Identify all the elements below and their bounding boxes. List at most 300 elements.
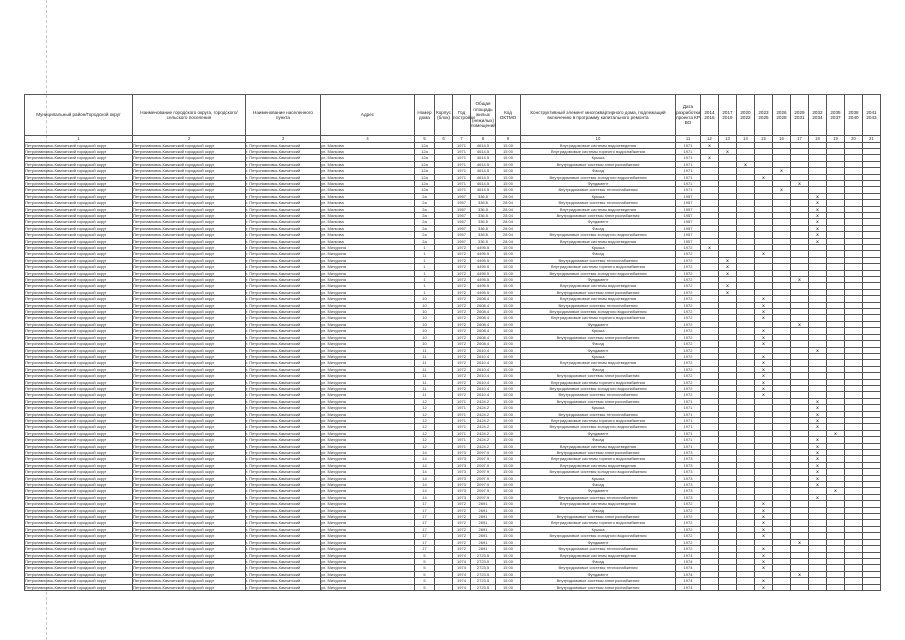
address-cell: ул. Малкова <box>321 168 415 174</box>
period-cell: X <box>827 488 845 494</box>
house-number-cell: 5 <box>415 578 435 584</box>
header-cell: Год постройки <box>453 95 471 136</box>
build-year-cell: 1972 <box>453 309 471 315</box>
structural-element-cell: Фасад <box>521 366 676 372</box>
build-year-cell: 1971 <box>453 398 471 404</box>
structural-element-cell: Внутридомовые системы холодного водоснабжения <box>521 424 676 430</box>
settlement-cell: Петропавловск-Камчатский городской округ <box>133 379 246 385</box>
area-cell: 2723.5 <box>471 558 496 564</box>
settlement-cell: Петропавловск-Камчатский городской округ <box>133 405 246 411</box>
area-cell: 2691 <box>471 546 496 552</box>
address-cell: ул. Малкова <box>321 206 415 212</box>
district-cell: Петропавловск-Камчатский городской округ <box>25 142 133 148</box>
project-date-cell: 1972 <box>676 341 701 347</box>
settlement-cell: Петропавловск-Камчатский городской округ <box>133 277 246 283</box>
period-cell: X <box>791 277 809 283</box>
period-cell: X <box>755 302 773 308</box>
locality-cell: г. Петропавловск-Камчатский <box>246 488 321 494</box>
area-cell: 2097.9 <box>471 469 496 475</box>
locality-cell: г. Петропавловск-Камчатский <box>246 373 321 379</box>
area-cell: 2424.2 <box>471 437 496 443</box>
area-cell: 4614.5 <box>471 148 496 154</box>
address-cell: ул. Мичурина <box>321 398 415 404</box>
locality-cell: г. Петропавловск-Камчатский <box>246 501 321 507</box>
oktmo-code-cell: 28 04 <box>496 219 521 225</box>
structural-element-cell: Внутридомовые системы водоотведения <box>521 296 676 302</box>
locality-cell: г. Петропавловск-Камчатский <box>246 475 321 481</box>
address-cell: ул. Мичурина <box>321 475 415 481</box>
build-year-cell: 1971 <box>453 430 471 436</box>
settlement-cell: Петропавловск-Камчатский городской округ <box>133 238 246 244</box>
locality-cell: г. Петропавловск-Камчатский <box>246 257 321 263</box>
house-number-cell: 12а <box>415 142 435 148</box>
structural-element-cell: Внутридомовые системы электроснабжения <box>521 289 676 295</box>
project-date-cell: 1972 <box>676 296 701 302</box>
address-cell: ул. Мичурина <box>321 251 415 257</box>
settlement-cell: Петропавловск-Камчатский городской округ <box>133 296 246 302</box>
settlement-cell: Петропавловск-Камчатский городской округ <box>133 174 246 180</box>
area-cell: 2610.4 <box>471 347 496 353</box>
project-date-cell: 1974 <box>676 571 701 577</box>
area-cell: 4614.5 <box>471 142 496 148</box>
settlement-cell: Петропавловск-Камчатский городской округ <box>133 334 246 340</box>
period-cell: X <box>755 578 773 584</box>
project-date-cell: 1957 <box>676 232 701 238</box>
district-cell: Петропавловск-Камчатский городской округ <box>25 514 133 520</box>
settlement-cell: Петропавловск-Камчатский городской округ <box>133 417 246 423</box>
structural-element-cell: Внутридомовые системы горячего водоснабжения <box>521 264 676 270</box>
oktmo-code-cell: 15 00 <box>496 539 521 545</box>
address-cell: ул. Мичурина <box>321 245 415 251</box>
oktmo-code-cell: 15 00 <box>496 174 521 180</box>
district-cell: Петропавловск-Камчатский городской округ <box>25 264 133 270</box>
project-date-cell: 1971 <box>676 148 701 154</box>
period-cell: X <box>755 565 773 571</box>
address-cell: ул. Мичурина <box>321 360 415 366</box>
house-number-cell: 2а <box>415 232 435 238</box>
house-number-cell: 11 <box>415 379 435 385</box>
district-cell: Петропавловск-Камчатский городской округ <box>25 578 133 584</box>
project-date-cell: 1974 <box>676 558 701 564</box>
build-year-cell: 1972 <box>453 347 471 353</box>
period-cell: X <box>809 200 827 206</box>
house-number-cell: 1 <box>415 270 435 276</box>
house-number-cell: 17 <box>415 539 435 545</box>
area-cell: 2424.2 <box>471 417 496 423</box>
structural-element-cell: Крыша <box>521 405 676 411</box>
oktmo-code-cell: 15 00 <box>496 443 521 449</box>
area-cell: 4614.5 <box>471 155 496 161</box>
house-number-cell: 14 <box>415 456 435 462</box>
settlement-cell: Петропавловск-Камчатский городской округ <box>133 392 246 398</box>
build-year-cell: 1972 <box>453 539 471 545</box>
district-cell: Петропавловск-Камчатский городской округ <box>25 373 133 379</box>
build-year-cell: 1972 <box>453 321 471 327</box>
settlement-cell: Петропавловск-Камчатский городской округ <box>133 501 246 507</box>
build-year-cell: 1957 <box>453 193 471 199</box>
build-year-cell: 1974 <box>453 552 471 558</box>
locality-cell: г. Петропавловск-Камчатский <box>246 334 321 340</box>
address-cell: ул. Мичурина <box>321 565 415 571</box>
structural-element-cell: Фасад <box>521 558 676 564</box>
settlement-cell: Петропавловск-Камчатский городской округ <box>133 251 246 257</box>
area-cell: 2610.4 <box>471 385 496 391</box>
structural-element-cell: Фасад <box>521 507 676 513</box>
build-year-cell: 1972 <box>453 520 471 526</box>
oktmo-code-cell: 15 00 <box>496 315 521 321</box>
district-cell: Петропавловск-Камчатский городской округ <box>25 334 133 340</box>
address-cell: ул. Мичурина <box>321 417 415 423</box>
locality-cell: г. Петропавловск-Камчатский <box>246 411 321 417</box>
settlement-cell: Петропавловск-Камчатский городской округ <box>133 571 246 577</box>
structural-element-cell: Внутридомовые системы электроснабжения <box>521 373 676 379</box>
period-cell: X <box>809 424 827 430</box>
house-number-cell: 14 <box>415 494 435 500</box>
house-number-cell: 17 <box>415 533 435 539</box>
settlement-cell: Петропавловск-Камчатский городской округ <box>133 494 246 500</box>
build-year-cell: 1972 <box>453 245 471 251</box>
house-number-cell: 14 <box>415 469 435 475</box>
district-cell: Петропавловск-Камчатский городской округ <box>25 225 133 231</box>
settlement-cell: Петропавловск-Камчатский городской округ <box>133 360 246 366</box>
address-cell: ул. Мичурина <box>321 456 415 462</box>
oktmo-code-cell: 15 00 <box>496 558 521 564</box>
build-year-cell: 1973 <box>453 494 471 500</box>
locality-cell: г. Петропавловск-Камчатский <box>246 482 321 488</box>
column-number: 2 <box>133 136 246 143</box>
oktmo-code-cell: 15 00 <box>496 161 521 167</box>
locality-cell: г. Петропавловск-Камчатский <box>246 366 321 372</box>
oktmo-code-cell: 15 00 <box>496 494 521 500</box>
district-cell: Петропавловск-Камчатский городской округ <box>25 385 133 391</box>
period-cell: X <box>809 212 827 218</box>
structural-element-cell: Внутридомовые системы горячего водоснабжения <box>521 148 676 154</box>
house-number-cell: 11 <box>415 360 435 366</box>
district-cell: Петропавловск-Камчатский городской округ <box>25 148 133 154</box>
address-cell: ул. Мичурина <box>321 257 415 263</box>
settlement-cell: Петропавловск-Камчатский городской округ <box>133 321 246 327</box>
structural-element-cell: Внутридомовые системы водоотведения <box>521 501 676 507</box>
district-cell: Петропавловск-Камчатский городской округ <box>25 257 133 263</box>
settlement-cell: Петропавловск-Камчатский городской округ <box>133 283 246 289</box>
project-date-cell: 1972 <box>676 270 701 276</box>
address-cell: ул. Мичурина <box>321 494 415 500</box>
address-cell: ул. Малкова <box>321 187 415 193</box>
project-date-cell: 1957 <box>676 219 701 225</box>
settlement-cell: Петропавловск-Камчатский городской округ <box>133 206 246 212</box>
address-cell: ул. Малкова <box>321 212 415 218</box>
address-cell: ул. Мичурина <box>321 482 415 488</box>
project-date-cell: 1957 <box>676 225 701 231</box>
house-number-cell: 10 <box>415 309 435 315</box>
oktmo-code-cell: 15 00 <box>496 417 521 423</box>
period-cell: X <box>809 225 827 231</box>
project-date-cell: 1972 <box>676 309 701 315</box>
structural-element-cell: Внутридомовые системы электроснабжения <box>521 161 676 167</box>
period-cell: X <box>755 501 773 507</box>
locality-cell: г. Петропавловск-Камчатский <box>246 302 321 308</box>
address-cell: ул. Мичурина <box>321 533 415 539</box>
area-cell: 2608.4 <box>471 334 496 340</box>
build-year-cell: 1971 <box>453 180 471 186</box>
house-number-cell: 12а <box>415 180 435 186</box>
build-year-cell: 1973 <box>453 450 471 456</box>
settlement-cell: Петропавловск-Камчатский городской округ <box>133 289 246 295</box>
period-cell: X <box>701 245 719 251</box>
house-number-cell: 17 <box>415 546 435 552</box>
settlement-cell: Петропавловск-Камчатский городской округ <box>133 161 246 167</box>
district-cell: Петропавловск-Камчатский городской округ <box>25 187 133 193</box>
oktmo-code-cell: 15 00 <box>496 334 521 340</box>
build-year-cell: 1957 <box>453 206 471 212</box>
project-date-cell: 1971 <box>676 417 701 423</box>
locality-cell: г. Петропавловск-Камчатский <box>246 277 321 283</box>
house-number-cell: 17 <box>415 520 435 526</box>
area-cell: 336.5 <box>471 219 496 225</box>
area-cell: 2097.9 <box>471 494 496 500</box>
build-year-cell: 1973 <box>453 488 471 494</box>
oktmo-code-cell: 15 00 <box>496 277 521 283</box>
oktmo-code-cell: 15 00 <box>496 168 521 174</box>
header-cell: Дата разработки проекта КР ВО <box>676 95 701 136</box>
header-cell: Наименование населенного пункта <box>246 95 321 136</box>
locality-cell: г. Петропавловск-Камчатский <box>246 142 321 148</box>
address-cell: ул. Мичурина <box>321 347 415 353</box>
period-cell: X <box>755 296 773 302</box>
area-cell: 4495.5 <box>471 283 496 289</box>
period-cell: X <box>719 257 737 263</box>
district-cell: Петропавловск-Камчатский городской округ <box>25 161 133 167</box>
project-date-cell: 1972 <box>676 277 701 283</box>
settlement-cell: Петропавловск-Камчатский городской округ <box>133 533 246 539</box>
build-year-cell: 1971 <box>453 417 471 423</box>
column-number: 8 <box>471 136 496 143</box>
address-cell: ул. Малкова <box>321 219 415 225</box>
district-cell: Петропавловск-Камчатский городской округ <box>25 501 133 507</box>
settlement-cell: Петропавловск-Камчатский городской округ <box>133 347 246 353</box>
structural-element-cell: Крыша <box>521 328 676 334</box>
project-date-cell: 1972 <box>676 520 701 526</box>
structural-element-cell: Фундамент <box>521 430 676 436</box>
district-cell: Петропавловск-Камчатский городской округ <box>25 206 133 212</box>
build-year-cell: 1973 <box>453 482 471 488</box>
project-date-cell: 1974 <box>676 565 701 571</box>
period-cell: X <box>755 315 773 321</box>
locality-cell: г. Петропавловск-Камчатский <box>246 462 321 468</box>
structural-element-cell: Внутридомовые системы водоотведения <box>521 206 676 212</box>
structural-element-cell: Внутридомовые системы водоотведения <box>521 360 676 366</box>
address-cell: ул. Мичурина <box>321 520 415 526</box>
period-cell: X <box>755 353 773 359</box>
header-cell: 2017 2019 <box>719 95 737 136</box>
settlement-cell: Петропавловск-Камчатский городской округ <box>133 270 246 276</box>
period-cell: X <box>809 411 827 417</box>
address-cell: ул. Мичурина <box>321 462 415 468</box>
settlement-cell: Петропавловск-Камчатский городской округ <box>133 514 246 520</box>
oktmo-code-cell: 15 00 <box>496 392 521 398</box>
house-number-cell: 11 <box>415 366 435 372</box>
district-cell: Петропавловск-Камчатский городской округ <box>25 321 133 327</box>
build-year-cell: 1971 <box>453 443 471 449</box>
project-date-cell: 1972 <box>676 334 701 340</box>
district-cell: Петропавловск-Камчатский городской округ <box>25 552 133 558</box>
locality-cell: г. Петропавловск-Камчатский <box>246 584 321 590</box>
locality-cell: г. Петропавловск-Камчатский <box>246 379 321 385</box>
oktmo-code-cell: 15 00 <box>496 398 521 404</box>
area-cell: 4614.5 <box>471 180 496 186</box>
header-cell: 2032 2034 <box>809 95 827 136</box>
oktmo-code-cell: 15 00 <box>496 546 521 552</box>
locality-cell: г. Петропавловск-Камчатский <box>246 328 321 334</box>
district-cell: Петропавловск-Камчатский городской округ <box>25 193 133 199</box>
house-number-cell: 1 <box>415 264 435 270</box>
build-year-cell: 1972 <box>453 289 471 295</box>
oktmo-code-cell: 15 00 <box>496 379 521 385</box>
project-date-cell: 1972 <box>676 257 701 263</box>
settlement-cell: Петропавловск-Камчатский городской округ <box>133 526 246 532</box>
area-cell: 2424.2 <box>471 398 496 404</box>
district-cell: Петропавловск-Камчатский городской округ <box>25 251 133 257</box>
oktmo-code-cell: 15 00 <box>496 353 521 359</box>
build-year-cell: 1974 <box>453 558 471 564</box>
structural-element-cell: Внутридомовые системы холодного водоснабжения <box>521 469 676 475</box>
address-cell: ул. Мичурина <box>321 501 415 507</box>
district-cell: Петропавловск-Камчатский городской округ <box>25 533 133 539</box>
area-cell: 2691 <box>471 507 496 513</box>
area-cell: 2608.4 <box>471 328 496 334</box>
house-number-cell: 10 <box>415 315 435 321</box>
district-cell: Петропавловск-Камчатский городской округ <box>25 430 133 436</box>
address-cell: ул. Мичурина <box>321 539 415 545</box>
build-year-cell: 1972 <box>453 507 471 513</box>
address-cell: ул. Мичурина <box>321 385 415 391</box>
locality-cell: г. Петропавловск-Камчатский <box>246 360 321 366</box>
district-cell: Петропавловск-Камчатский городской округ <box>25 565 133 571</box>
building-block-cell <box>435 584 453 590</box>
period-cell: X <box>755 526 773 532</box>
house-number-cell: 12а <box>415 161 435 167</box>
project-date-cell: 1973 <box>676 488 701 494</box>
area-cell: 2097.9 <box>471 450 496 456</box>
area-cell: 4495.5 <box>471 257 496 263</box>
column-number: 7 <box>453 136 471 143</box>
project-date-cell: 1972 <box>676 385 701 391</box>
district-cell: Петропавловск-Камчатский городской округ <box>25 379 133 385</box>
settlement-cell: Петропавловск-Камчатский городской округ <box>133 411 246 417</box>
area-cell: 336.5 <box>471 193 496 199</box>
settlement-cell: Петропавловск-Камчатский городской округ <box>133 450 246 456</box>
house-number-cell: 5 <box>415 584 435 590</box>
settlement-cell: Петропавловск-Камчатский городской округ <box>133 546 246 552</box>
address-cell: ул. Мичурина <box>321 546 415 552</box>
build-year-cell: 1972 <box>453 392 471 398</box>
build-year-cell: 1957 <box>453 219 471 225</box>
project-date-cell: 1971 <box>676 180 701 186</box>
oktmo-code-cell: 15 00 <box>496 347 521 353</box>
period-cell: X <box>755 366 773 372</box>
build-year-cell: 1971 <box>453 148 471 154</box>
project-date-cell: 1972 <box>676 347 701 353</box>
period-cell: X <box>827 430 845 436</box>
district-cell: Петропавловск-Камчатский городской округ <box>25 212 133 218</box>
oktmo-code-cell: 15 00 <box>496 270 521 276</box>
settlement-cell: Петропавловск-Камчатский городской округ <box>133 187 246 193</box>
column-number: 18 <box>809 136 827 143</box>
period-cell: X <box>809 206 827 212</box>
district-cell: Петропавловск-Камчатский городской округ <box>25 328 133 334</box>
build-year-cell: 1971 <box>453 424 471 430</box>
district-cell: Петропавловск-Камчатский городской округ <box>25 289 133 295</box>
house-number-cell: 2а <box>415 206 435 212</box>
house-number-cell: 12а <box>415 148 435 154</box>
build-year-cell: 1972 <box>453 353 471 359</box>
header-cell: 2029 2031 <box>791 95 809 136</box>
build-year-cell: 1971 <box>453 161 471 167</box>
settlement-cell: Петропавловск-Камчатский городской округ <box>133 443 246 449</box>
area-cell: 2610.4 <box>471 366 496 372</box>
project-date-cell: 1972 <box>676 245 701 251</box>
house-number-cell: 12 <box>415 424 435 430</box>
build-year-cell: 1972 <box>453 501 471 507</box>
column-number: 4 <box>321 136 415 143</box>
project-date-cell: 1971 <box>676 424 701 430</box>
period-cell: X <box>737 161 755 167</box>
period-cell <box>773 584 791 590</box>
area-cell: 336.5 <box>471 212 496 218</box>
project-date-cell: 1971 <box>676 430 701 436</box>
house-number-cell: 14 <box>415 462 435 468</box>
house-number-cell: 11 <box>415 347 435 353</box>
structural-element-cell: Внутридомовые системы горячего водоснабжения <box>521 315 676 321</box>
locality-cell: г. Петропавловск-Камчатский <box>246 155 321 161</box>
project-date-cell: 1971 <box>676 405 701 411</box>
header-cell: 2041 2043 <box>863 95 881 136</box>
oktmo-code-cell: 15 00 <box>496 507 521 513</box>
settlement-cell: Петропавловск-Камчатский городской округ <box>133 565 246 571</box>
district-cell: Петропавловск-Камчатский городской округ <box>25 309 133 315</box>
area-cell: 2608.4 <box>471 296 496 302</box>
house-number-cell: 12 <box>415 430 435 436</box>
header-row <box>25 95 881 136</box>
area-cell: 4495.5 <box>471 289 496 295</box>
area-cell: 2608.4 <box>471 309 496 315</box>
structural-element-cell: Внутридомовые системы холодного водоснабжения <box>521 533 676 539</box>
locality-cell: г. Петропавловск-Камчатский <box>246 296 321 302</box>
area-cell: 2691 <box>471 539 496 545</box>
period-cell: X <box>755 584 773 590</box>
area-cell: 4495.5 <box>471 251 496 257</box>
house-number-cell: 11 <box>415 373 435 379</box>
project-date-cell: 1971 <box>676 168 701 174</box>
header-cell: Номер дома <box>415 95 435 136</box>
project-date-cell: 1973 <box>676 469 701 475</box>
column-number: 20 <box>845 136 863 143</box>
column-number: 5 <box>415 136 435 143</box>
oktmo-code-cell: 15 00 <box>496 526 521 532</box>
oktmo-code-cell: 15 00 <box>496 264 521 270</box>
house-number-cell: 2а <box>415 219 435 225</box>
district-cell: Петропавловск-Камчатский городской округ <box>25 238 133 244</box>
oktmo-code-cell: 15 00 <box>496 469 521 475</box>
settlement-cell: Петропавловск-Камчатский городской округ <box>133 385 246 391</box>
column-number: 9 <box>496 136 521 143</box>
oktmo-code-cell: 28 04 <box>496 212 521 218</box>
project-date-cell: 1972 <box>676 514 701 520</box>
area-cell: 2610.4 <box>471 373 496 379</box>
build-year-cell: 1972 <box>453 277 471 283</box>
address-cell: ул. Мичурина <box>321 341 415 347</box>
oktmo-code-cell: 15 00 <box>496 385 521 391</box>
